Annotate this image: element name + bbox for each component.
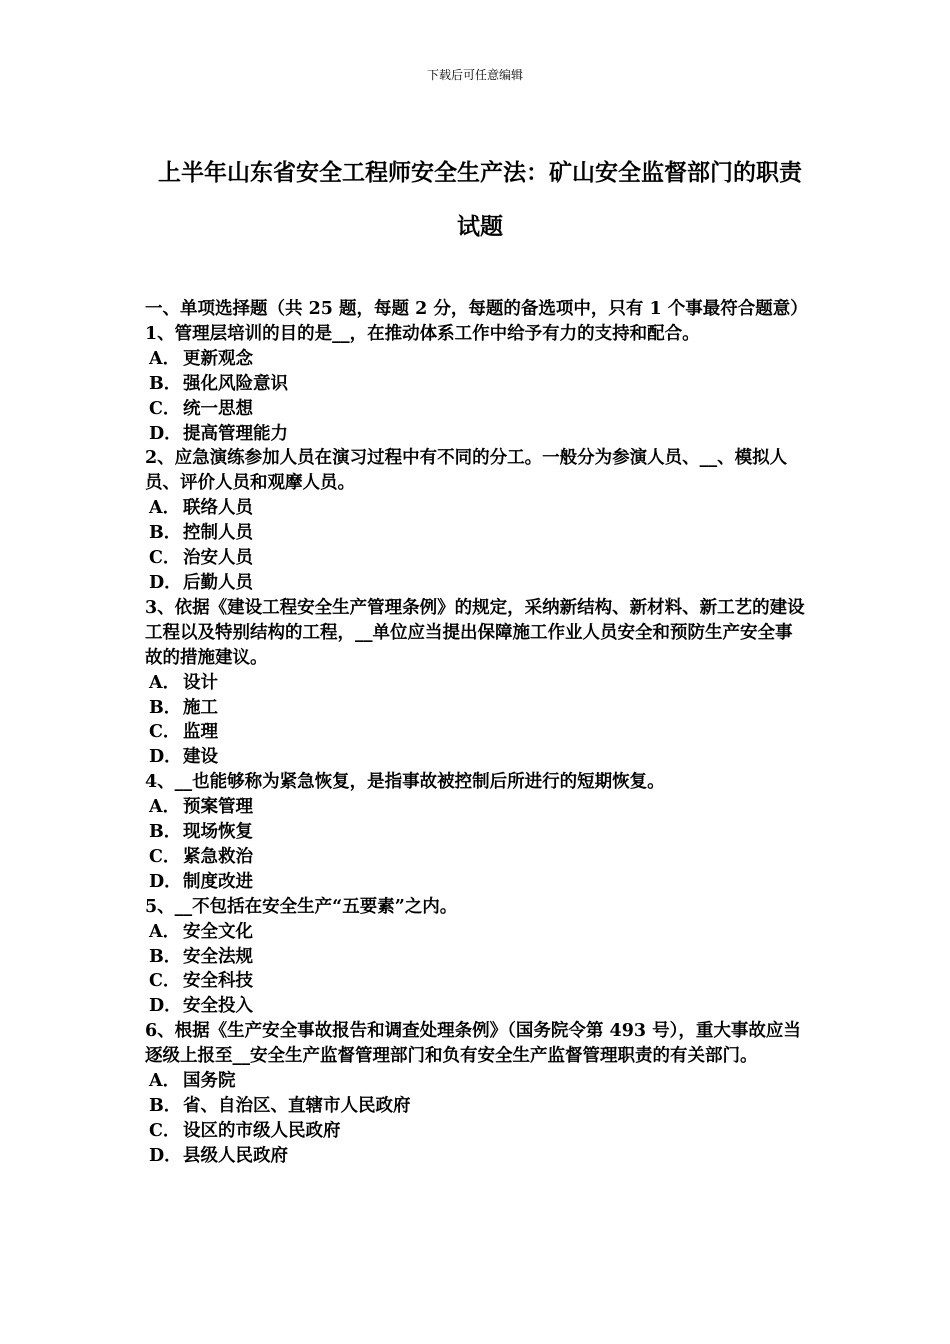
option-text: 治安人员 [183,548,253,569]
option-letter: D． [149,423,182,444]
option-letter: D． [149,747,182,768]
question-1 [145,322,809,447]
option-b [145,696,809,721]
option-text: 更新观念 [183,348,253,369]
option-letter: C． [149,971,181,992]
option-letter: C． [149,722,181,743]
option-text: 安全法规 [183,946,253,967]
option-text: 设计 [183,672,218,693]
question-text: 3、依据《建设工程安全生产管理条例》的规定，采纳新结构、新材料、新工艺的建设工程以及特别结构的工程，__单位应当提出保障施工作业人员安全和预防生产安全事故的措施建议。 [145,597,805,668]
option-letter: C． [149,1120,181,1141]
option-text: 设区的市级人民政府 [183,1120,341,1141]
document-title: 上半年山东省安全工程师安全生产法：矿山安全监督部门的职责试题 [158,159,802,240]
option-b [145,521,809,546]
option-text: 县级人民政府 [183,1145,288,1166]
option-letter: B． [149,1096,182,1116]
option-d [145,571,809,596]
question-4 [145,770,809,895]
option-letter: C． [149,846,181,867]
option-letter: D． [149,871,182,892]
question-text: 6、根据《生产安全事故报告和调查处理条例》（国务院令第 493 号），重大事故应当逐级上报至__安全生产监督管理部门和负有安全生产监督管理职责的有关部门。 [145,1021,801,1067]
option-letter: B． [149,373,182,394]
option-text: 安全投入 [183,996,253,1017]
option-text: 控制人员 [183,523,253,544]
section-heading: 一、单项选择题（共 25 题，每题 2 分，每题的备选项中，只有 1 个事最符合题意） [145,299,808,319]
option-letter: B． [149,946,182,967]
option-list [145,795,809,895]
option-b [145,945,809,970]
option-d [145,870,809,895]
option-d [145,994,809,1019]
option-letter: A． [149,797,181,818]
option-text: 国务院 [183,1071,236,1092]
option-letter: B． [149,523,182,544]
option-text: 预案管理 [183,797,253,818]
option-text: 提高管理能力 [183,423,288,444]
option-d [145,1144,809,1169]
option-a [145,795,809,820]
option-d [145,745,809,770]
option-text: 联络人员 [183,498,253,519]
question-text: 2、应急演练参加人员在演习过程中有不同的分工。一般分为参演人员、__、模拟人员、评价人员和观摩人员。 [145,448,788,494]
option-b [145,820,809,845]
option-list [145,347,809,447]
option-c [145,969,809,994]
option-letter: A． [149,1071,181,1092]
option-text: 安全文化 [183,921,253,942]
option-text: 省、自治区、直辖市人民政府 [183,1096,411,1116]
option-c [145,1119,809,1144]
question-text: 4、__也能够称为紧急恢复，是指事故被控制后所进行的短期恢复。 [145,772,665,793]
option-text: 制度改进 [183,871,253,892]
question-text: 5、__不包括在安全生产“五要素”之内。 [145,896,458,917]
header-note: 下载后可任意编辑 [426,68,523,82]
option-text: 监理 [183,722,218,743]
option-letter: B． [149,822,182,843]
option-a [145,920,809,945]
option-a [145,496,809,521]
option-list [145,1069,809,1169]
option-c [145,720,809,745]
option-text: 现场恢复 [183,822,253,843]
option-a [145,1069,809,1094]
option-text: 强化风险意识 [183,373,288,394]
option-text: 紧急救治 [183,846,253,867]
option-c [145,845,809,870]
option-list [145,496,809,596]
option-letter: A． [149,498,181,519]
option-letter: C． [149,548,181,569]
option-letter: C． [149,398,181,419]
question-2 [145,446,809,595]
option-list [145,920,809,1020]
option-text: 安全科技 [183,971,253,992]
option-letter: D． [149,996,182,1017]
option-a [145,671,809,696]
option-text: 统一思想 [183,398,253,419]
option-d [145,422,809,447]
option-b [145,1094,809,1119]
option-b [145,372,809,397]
option-letter: B． [149,697,182,718]
question-text: 1、管理层培训的目的是__，在推动体系工作中给予有力的支持和配合。 [145,323,700,344]
question-3 [145,596,809,770]
option-text: 建设 [183,747,218,768]
option-letter: D． [149,572,182,593]
option-letter: A． [149,672,181,693]
option-c [145,397,809,422]
question-6 [145,1019,809,1168]
option-letter: A． [149,348,181,369]
option-letter: A． [149,921,181,942]
option-c [145,546,809,571]
option-text: 施工 [183,697,218,718]
question-5 [145,895,809,1020]
option-text: 后勤人员 [183,572,253,593]
option-list [145,671,809,771]
option-letter: D． [149,1145,182,1166]
option-a [145,347,809,372]
document-body [145,297,809,1169]
